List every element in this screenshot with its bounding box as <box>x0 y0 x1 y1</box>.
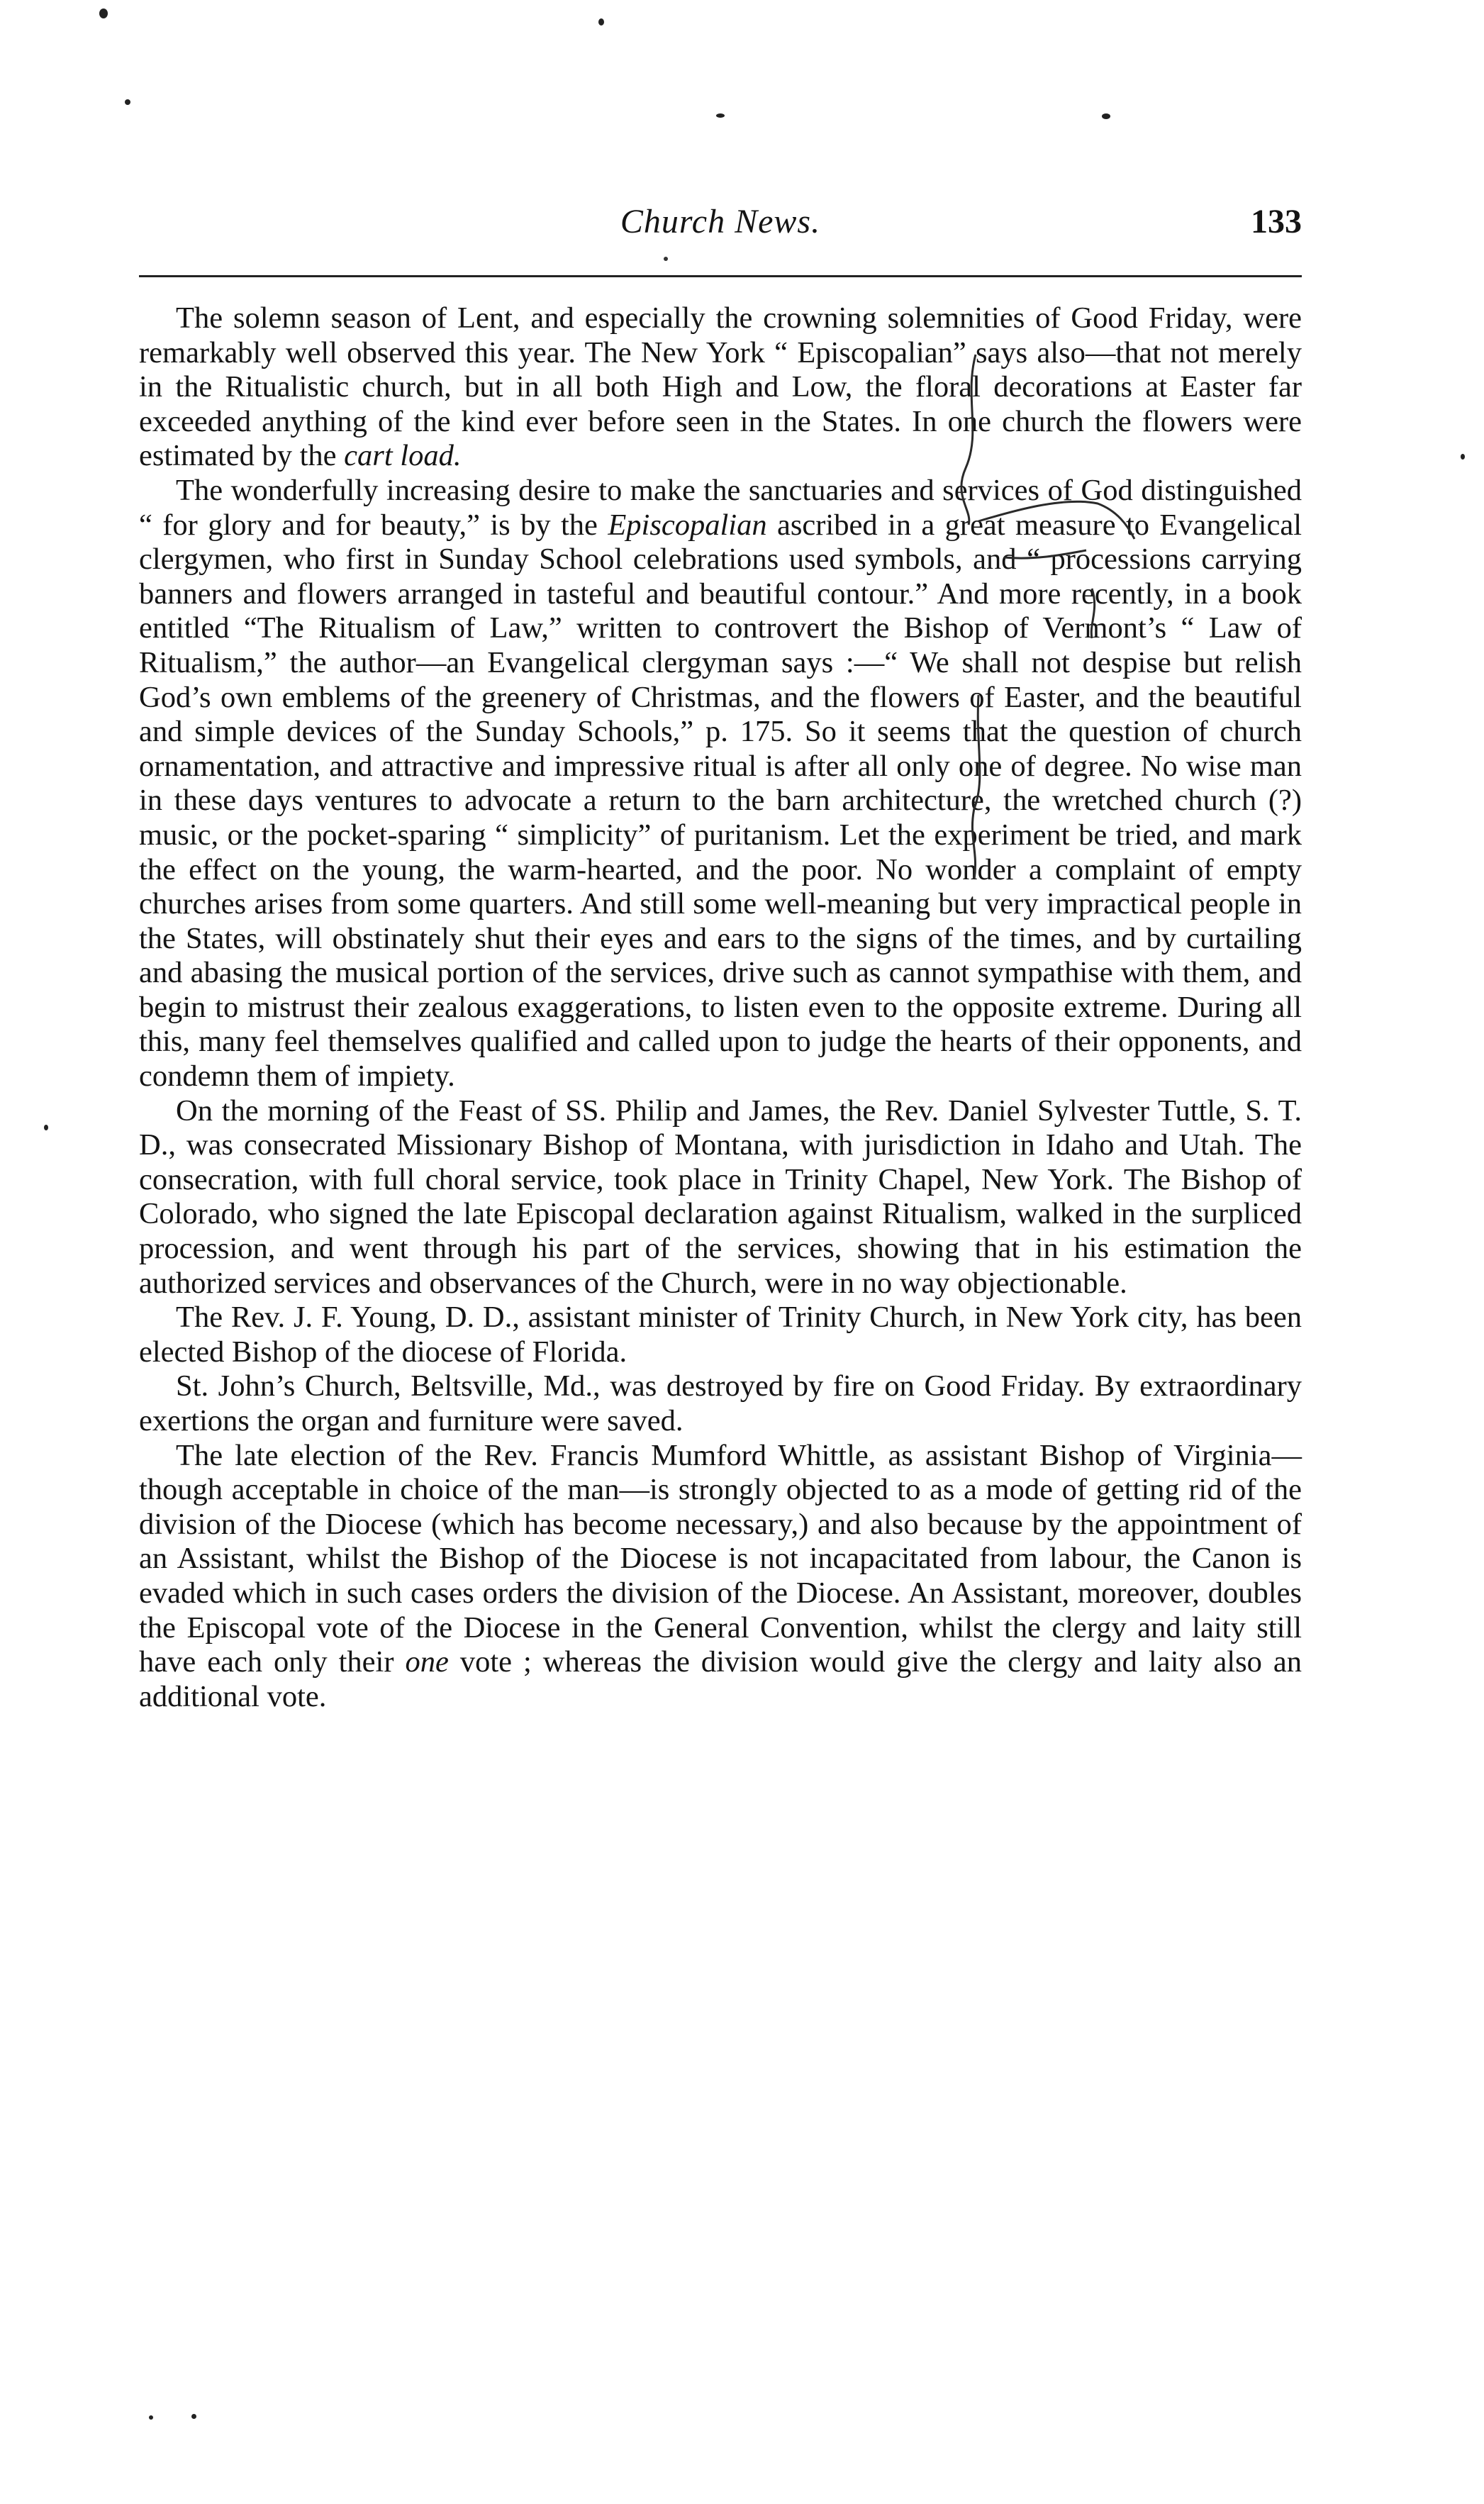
scan-speck <box>99 9 108 18</box>
paragraph-sanctuaries-text-b: ascribed in a great measure to Evangelical clergymen, who first in Sunday School celebrations used symbols, and “ processions carrying banners and flowers arranged in tasteful and beautiful contour.” And more recently, in a book entitled “The Ritualism of Law,” written to controvert the Bishop of Vermont’s “ Law of Ritualism,” the author—an Evangelical clergyman says :—“ We shall not despise but relish God’s own emblems of the greenery of Christmas, and the flowers of Easter, and the beautiful and simple devices of the Sunday Schools,” p. 175. So it seems that the question of church ornamentation, and attractive and impressive ritual is after all only one of degree. No wise man in these days ventures to advocate a return to the barn architecture, the wretched church (?) music, or the pocket-sparing “ simplicity” of puritanism. Let the experiment be tried, and mark the effect on the young, the warm-hearted, and the poor. No wonder a complaint of empty churches arises from some quarters. And still some well-meaning but very impractical people in the States, will obstinately shut their eyes and ears to the signs of the times, and by curtailing and abasing the musical portion of the services, drive such as cannot sympathise with them, and begin to mistrust their zealous exaggerations, to listen even to the opposite extreme. During all this, many feel themselves qualified and called upon to judge the hearts of their opponents, and condemn them of impiety. <box>139 508 1302 1094</box>
paragraph-lent-italic: cart load. <box>344 439 462 473</box>
paragraph-sanctuaries <box>139 474 1302 1094</box>
paragraph-whittle-text-a: The late election of the Rev. Francis Mumford Whittle, as assistant Bishop of Virginia—though acceptable in choice of the man—is strongly objected to as a mode of getting rid of the division of the Diocese (which has become necessary,) and also because by the appointment of an Assistant, whilst the Bishop of the Diocese is not incapacitated from labour, the Canon is evaded which in such cases orders the division of the Diocese. An Assistant, moreover, doubles the Episcopal vote of the Diocese in the General Convention, whilst the clergy and laity still have each only their <box>139 1438 1302 1679</box>
paragraph-whittle <box>139 1439 1302 1715</box>
page-number: 133 <box>1251 203 1302 240</box>
article-body <box>139 301 1302 1714</box>
paragraph-beltsville: St. John’s Church, Beltsville, Md., was destroyed by fire on Good Friday. By extraordinary exertions the organ and furniture were saved. <box>139 1369 1302 1437</box>
paragraph-lent <box>139 301 1302 474</box>
running-head <box>139 202 1302 252</box>
scan-speck <box>44 1125 48 1130</box>
scan-speck <box>1102 113 1110 119</box>
paragraph-whittle-italic: one <box>405 1645 449 1679</box>
scan-speck <box>191 2414 196 2419</box>
scan-speck <box>125 99 130 105</box>
header-rule <box>139 275 1302 277</box>
scan-speck <box>1461 454 1465 460</box>
paragraph-consecration: On the morning of the Feast of SS. Philip and James, the Rev. Daniel Sylvester Tuttle, S. T. D., was consecrated Missionary Bishop of Montana, with jurisdiction in Idaho and Utah. The consecration, with full choral service, took place in Trinity Chapel, New York. The Bishop of Colorado, who signed the late Episcopal declaration against Ritualism, walked in the surpliced procession, and went through his part of the services, showing that in his estimation the authorized services and observances of the Church, were in no way objectionable. <box>139 1094 1302 1300</box>
running-title: Church News. <box>620 203 821 240</box>
header-ornament-dot <box>664 257 668 261</box>
paragraph-sanctuaries-text-a: The wonderfully increasing desire to make the sanctuaries and services of God distinguished “ for glory and for beauty,” is by the <box>139 473 1302 542</box>
scan-speck <box>716 113 725 118</box>
paragraph-lent-text: The solemn season of Lent, and especially the crowning solemnities of Good Friday, were remarkably well observed this year. The New York “ Episcopalian” says also—that not merely in the Ritualistic church, but in all both High and Low, the floral decorations at Easter far exceeded anything of the kind ever before seen in the States. In one church the flowers were estimated by the <box>139 301 1302 473</box>
scan-speck <box>598 18 604 26</box>
scan-speck <box>149 2415 153 2420</box>
paragraph-young: The Rev. J. F. Young, D. D., assistant minister of Trinity Church, in New York city, has been elected Bishop of the diocese of Florida. <box>139 1301 1302 1369</box>
paragraph-whittle-text-b: vote ; whereas the division would give the clergy and laity also an additional vote. <box>139 1645 1302 1713</box>
paragraph-sanctuaries-italic: Episcopalian <box>608 508 767 542</box>
